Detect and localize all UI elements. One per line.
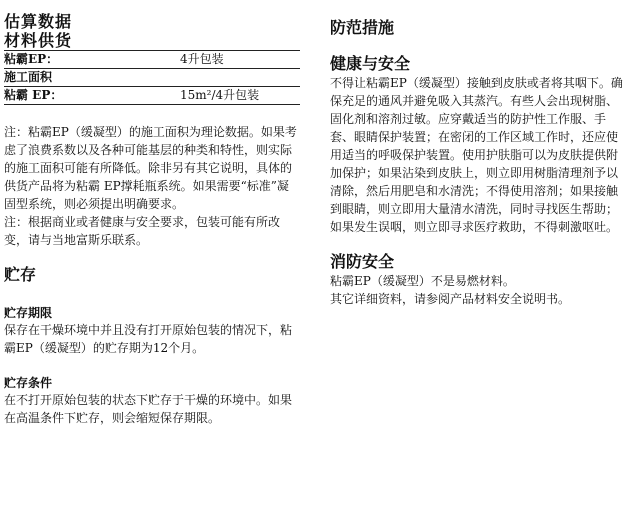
storage-conditions-text: 在不打开原始包装的状态下贮存于干燥的环境中。如果在高温条件下贮存，则会缩短保存期限。	[4, 393, 293, 425]
estimate-title: 估算数据	[4, 12, 73, 31]
spec-value: 15m²/4升包装	[180, 87, 300, 105]
health-safety-text: 不得让粘霸EP（缓凝型）接触到皮肤或者将其咽下。确保充足的通风并避免吸入其蒸汽。有些人会出现树脂、固化剂和溶剂过敏。应穿戴适当的防护性工作服、手套、眼睛保护装置；在密闭的工作区域工作时，还应使用适当的呼吸保护装置。使用护肤脂可以为皮肤提供附加保护；如果沾染到皮肤上，则立即用树脂清理剂予以清除，然后用肥皂和水清洗；不得使用溶剂；如果接触到眼睛，则立即用大量清水清洗，同时寻找医生帮助；如果发生误咽，则立即寻求医疗救助，不得刺激呕吐。	[330, 76, 623, 234]
fire-safety-text-2: 其它详细资料，请参阅产品材料安全说明书。	[330, 292, 571, 306]
spec-value	[180, 69, 300, 87]
shelf-life-text: 保存在干燥环境中并且没有打开原始包装的情况下，粘霸EP（缓凝型）的贮存期为12个月。	[4, 323, 293, 355]
supply-title: 材料供货	[4, 31, 73, 50]
right-column	[330, 0, 628, 308]
precautions-title: 防范措施	[330, 18, 395, 37]
fire-safety-text-1: 粘霸EP（缓凝型）不是易燃材料。	[330, 274, 515, 288]
health-safety-title: 健康与安全	[330, 54, 411, 73]
spec-table	[4, 50, 300, 105]
note-packaging: 注：根据商业或者健康与安全要求，包装可能有所改变，请与当地富斯乐联系。	[4, 215, 281, 247]
note-coverage: 注：粘霸EP（缓凝型）的施工面积为理论数据。如果考虑了浪费系数以及各种可能基层的种类和特性，则实际的施工面积可能有所降低。除非另有其它说明，具体的供货产品将为粘霸 EP撑耗瓶系统。如果需要“标准”凝固型系统，则必须提出明确要求。	[4, 125, 297, 211]
spec-label: 粘霸 EP：	[4, 87, 180, 105]
shelf-life-title: 贮存期限	[4, 306, 53, 320]
spec-row	[4, 51, 300, 69]
left-column	[4, 0, 300, 427]
spec-row	[4, 87, 300, 105]
storage-conditions-title: 贮存条件	[4, 376, 53, 390]
spec-label: 施工面积	[4, 69, 180, 87]
fire-safety-title: 消防安全	[330, 252, 395, 271]
spec-label: 粘霸EP：	[4, 51, 180, 69]
spec-value: 4升包装	[180, 51, 300, 69]
spec-row	[4, 69, 300, 87]
storage-title: 贮存	[4, 265, 37, 284]
